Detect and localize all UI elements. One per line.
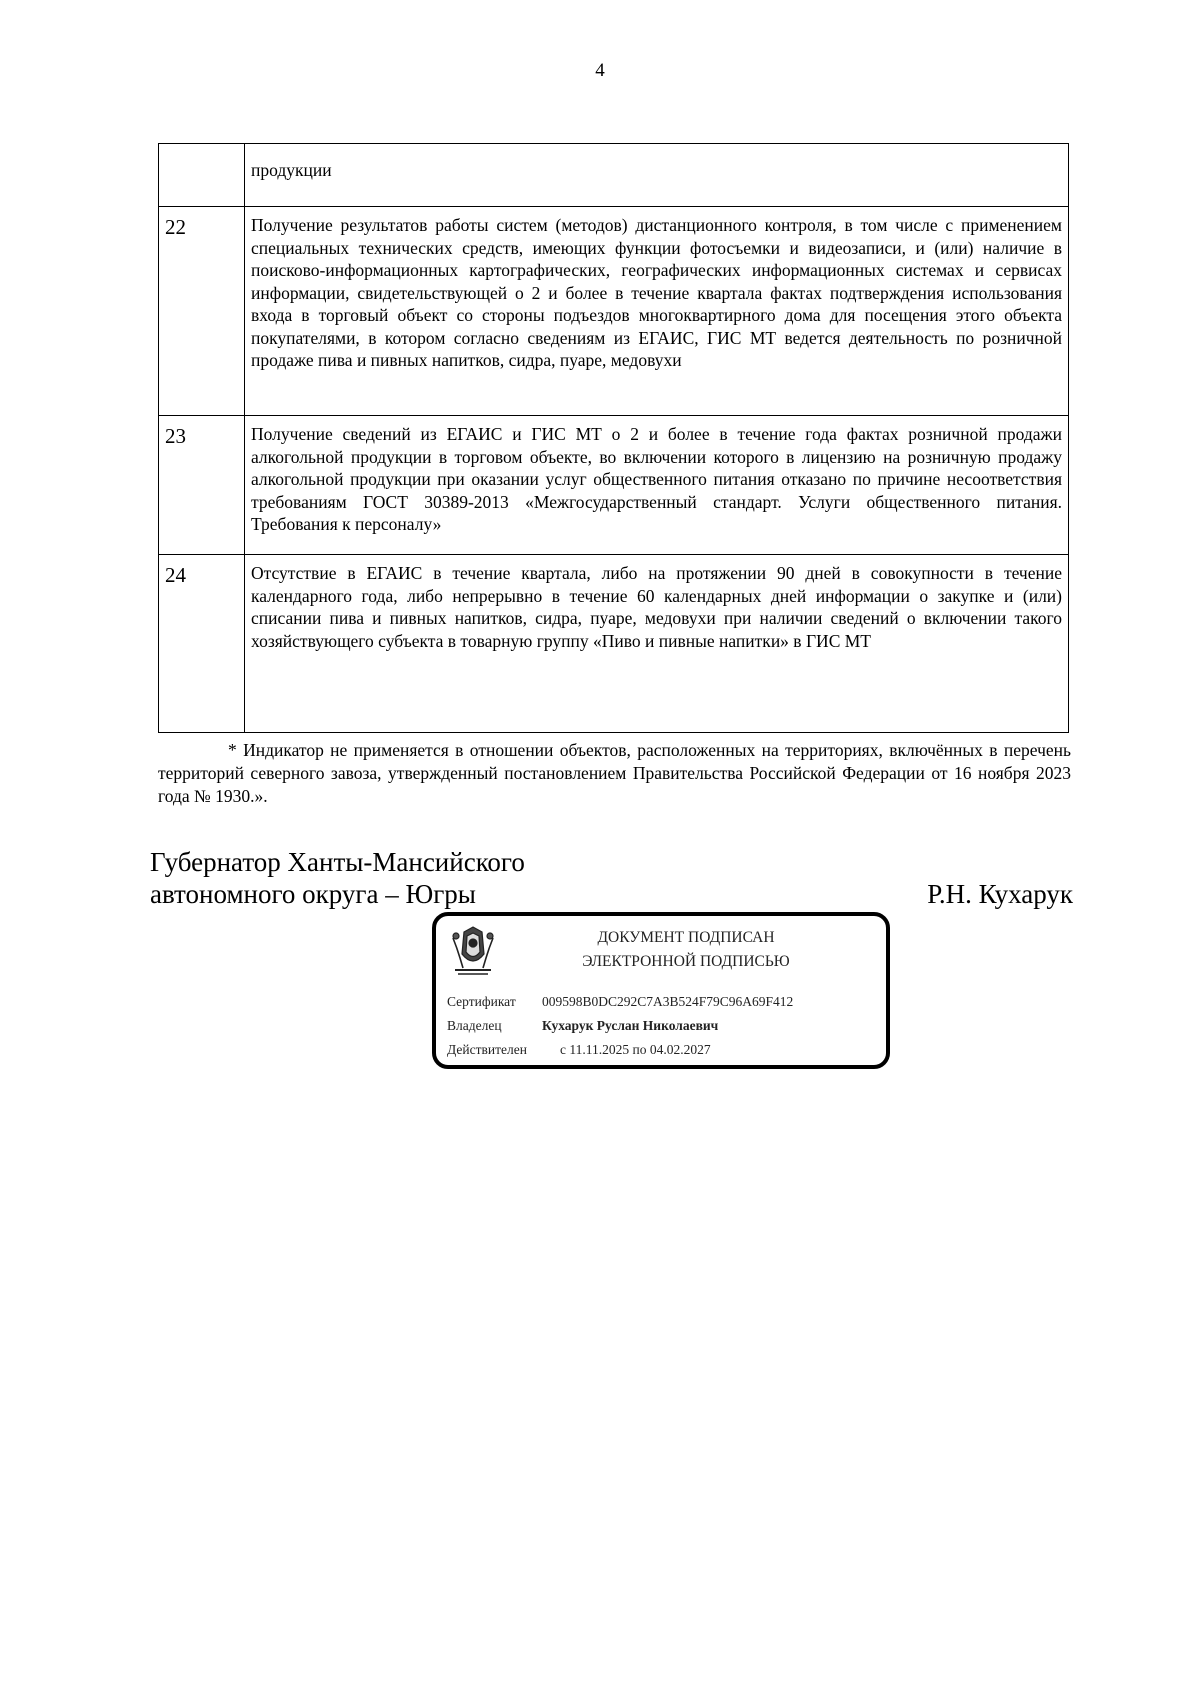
stamp-title [496, 926, 876, 974]
signer-position-line2: автономного округа – Югры [150, 879, 476, 909]
owner-value: Кухарук Руслан Николаевич [542, 1018, 719, 1033]
signer-position-line1: Губернатор Ханты-Мансийского [150, 847, 525, 877]
coat-of-arms-icon [450, 924, 496, 976]
certificate-value: 009598B0DC292C7A3B524F79C96A69F412 [542, 994, 794, 1009]
stamp-owner-row [447, 1017, 718, 1035]
stamp-title-line1: ДОКУМЕНТ ПОДПИСАН [597, 929, 775, 946]
stamp-validity-row [447, 1041, 711, 1059]
row-text: продукции [245, 144, 1069, 207]
stamp-certificate-row [447, 993, 793, 1011]
row-number [159, 144, 245, 207]
page-number: 4 [595, 60, 605, 81]
table-row [159, 416, 1069, 555]
signer-position [150, 846, 525, 910]
valid-label: Действителен [447, 1042, 527, 1057]
footnote: * Индикатор не применяется в отношении объектов, расположенных на территориях, включённых в перечень территорий северного завоза, утвержденный постановлением Правительства Российской Федерации от 16 ноября 2023 года № 1930.». [158, 740, 1071, 806]
row-text: Отсутствие в ЕГАИС в течение квартала, либо на протяжении 90 дней в совокупности в течение календарного года, либо непрерывно в течение 60 календарных дней информации о закупке и (или) списании пива и пивных напитков, сидра, пуаре, медовухи при наличии сведений о включении такого хозяйствующего субъекта в товарную группу «Пиво и пивные напитки» в ГИС МТ [245, 555, 1069, 733]
row-text: Получение результатов работы систем (методов) дистанционного контроля, в том числе с применением специальных технических средств, имеющих функции фотосъемки и видеозаписи, и (или) наличие в поисково-информационных картографических, географических информационных системах и сервисах информации, свидетельствующей о 2 и более в течение квартала фактах подтверждения использования входа в торговый объект со стороны подъездов многоквартирного дома для посещения этого объекта покупателями, в котором согласно сведениям из ЕГАИС, ГИС МТ ведется деятельность по розничной продаже пива и пивных напитков, сидра, пуаре, медовухи [245, 207, 1069, 416]
table-row [159, 144, 1069, 207]
table-row [159, 207, 1069, 416]
row-number: 22 [159, 207, 245, 416]
electronic-signature-stamp [432, 912, 890, 1069]
row-number: 23 [159, 416, 245, 555]
table-row [159, 555, 1069, 733]
row-text: Получение сведений из ЕГАИС и ГИС МТ о 2 и более в течение года фактах розничной продажи алкогольной продукции в торговом объекте, во включении которого в лицензию на розничную продажу алкогольной продукции при оказании услуг общественного питания отказано по причине несоответствия требованиям ГОСТ 30389-2013 «Межгосударственный стандарт. Услуги общественного питания. Требования к персоналу» [245, 416, 1069, 555]
indicators-table [158, 143, 1069, 733]
owner-label: Владелец [447, 1018, 502, 1033]
stamp-title-line2: ЭЛЕКТРОННОЙ ПОДПИСЬЮ [582, 953, 790, 970]
row-number: 24 [159, 555, 245, 733]
signer-name: Р.Н. Кухарук [927, 879, 1073, 909]
certificate-label: Сертификат [447, 994, 516, 1009]
valid-value: с 11.11.2025 по 04.02.2027 [560, 1042, 711, 1057]
